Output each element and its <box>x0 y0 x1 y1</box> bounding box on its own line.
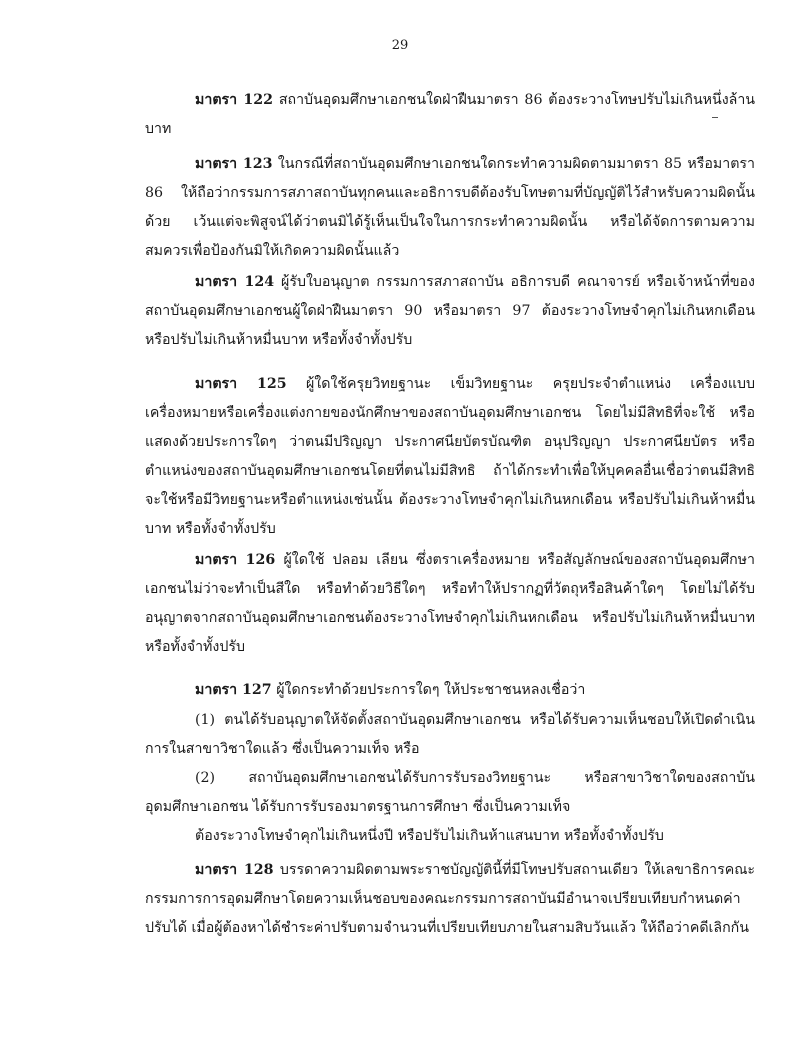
section-127-penalty: ต้องระวางโทษจำคุกไม่เกินหนึ่งปี หรือปรับไม่เกินห้าแสนบาท หรือทั้งจำทั้งปรับ <box>195 828 664 844</box>
section-127-item-2: (2) สถาบันอุดมศึกษาเอกชนได้รับการรับรองวิทยฐานะ หรือสาขาวิชาใดของสถาบันอุดมศึกษาเอกชน ได้รับการรับรองมาตรฐานการศึกษา ซึ่งเป็นความเท็จ <box>145 770 755 815</box>
page-number: 29 <box>391 38 409 53</box>
section-126 <box>145 546 755 662</box>
section-text: ในกรณีที่สถาบันอุดมศึกษาเอกชนใดกระทำความผิดตามมาตรา 85 หรือมาตรา 86 ให้ถือว่ากรรมการสภาสถาบันทุกคนและอธิการบดีต้องรับโทษตามที่บัญญัติไว้สำหรับความผิดนั้นด้วย เว้นแต่จะพิสูจน์ได้ว่าตนมิได้รู้เห็นเป็นใจในการกระทำความผิดนั้น หรือได้จัดการตามความสมควรเพื่อป้องกันมิให้เกิดความผิดนั้นแล้ว <box>145 156 755 259</box>
section-text: ผู้รับใบอนุญาต กรรมการสภาสถาบัน อธิการบดี คณาจารย์ หรือเจ้าหน้าที่ของสถาบันอุดมศึกษาเอกชนผู้ใดฝ่าฝืนมาตรา 90 หรือมาตรา 97 ต้องระวางโทษจำคุกไม่เกินหกเดือน หรือปรับไม่เกินห้าหมื่นบาท หรือทั้งจำทั้งปรับ <box>145 274 755 348</box>
section-number: มาตรา 125 <box>195 376 287 392</box>
section-text: ผู้ใดใช้ครุยวิทยฐานะ เข็มวิทยฐานะ ครุยประจำตำแหน่ง เครื่องแบบ เครื่องหมายหรือเครื่องแต่งกายของนักศึกษาของสถาบันอุดมศึกษาเอกชน โดยไม่มีสิทธิที่จะใช้ หรือแสดงด้วยประการใดๆ ว่าตนมีปริญญา ประกาศนียบัตรบัณฑิต อนุปริญญา ประกาศนียบัตร หรือตำแหน่งของสถาบันอุดมศึกษาเอกชนโดยที่ตนไม่มีสิทธิ ถ้าได้กระทำเพื่อให้บุคคลอื่นเชื่อว่าตนมีสิทธิจะใช้หรือมีวิทยฐานะหรือตำแหน่งเช่นนั้น ต้องระวางโทษจำคุกไม่เกินหกเดือน หรือปรับไม่เกินห้าหมื่นบาท หรือทั้งจำทั้งปรับ <box>145 376 755 537</box>
section-122 <box>145 86 755 144</box>
section-number: มาตรา 124 <box>195 274 275 290</box>
section-127 <box>145 676 755 705</box>
section-125 <box>145 370 755 544</box>
section-text: ผู้ใดใช้ ปลอม เลียน ซึ่งตราเครื่องหมาย หรือสัญลักษณ์ของสถาบันอุดมศึกษาเอกชนไม่ว่าจะทำเป็นสีใด หรือทำด้วยวิธีใดๆ หรือทำให้ปรากฏที่วัตถุหรือสินค้าใดๆ โดยไม่ได้รับอนุญาตจากสถาบันอุดมศึกษาเอกชนต้องระวางโทษจำคุกไม่เกินหกเดือน หรือปรับไม่เกินห้าหมื่นบาท หรือทั้งจำทั้งปรับ <box>145 552 755 655</box>
section-128 <box>145 856 755 943</box>
section-text: ผู้ใดกระทำด้วยประการใดๆ ให้ประชาชนหลงเชื่อว่า <box>271 682 586 698</box>
section-127-item-1: (1) ตนได้รับอนุญาตให้จัดตั้งสถาบันอุดมศึกษาเอกชน หรือได้รับความเห็นชอบให้เปิดดำเนินการในสาขาวิชาใดแล้ว ซึ่งเป็นความเท็จ หรือ <box>145 712 755 757</box>
section-123 <box>145 150 755 266</box>
section-text: สถาบันอุดมศึกษาเอกชนใดฝ่าฝืนมาตรา 86 ต้องระวางโทษปรับไม่เกินหนึ่งล้านบาท <box>145 92 755 137</box>
section-number: มาตรา 122 <box>195 92 273 108</box>
section-number: มาตรา 126 <box>195 552 276 568</box>
section-number: มาตรา 128 <box>195 862 274 878</box>
scan-speck <box>712 117 718 118</box>
section-text: บรรดาความผิดตามพระราชบัญญัตินี้ที่มีโทษปรับสถานเดียว ให้เลขาธิการคณะกรรมการการอุดมศึกษาโดยความเห็นชอบของคณะกรรมการสถาบันมีอำนาจเปรียบเทียบกำหนดค่าปรับได้ เมื่อผู้ต้องหาได้ชำระค่าปรับตามจำนวนที่เปรียบเทียบภายในสามสิบวันแล้ว ให้ถือว่าคดีเลิกกัน <box>145 862 755 936</box>
section-number: มาตรา 123 <box>195 156 273 172</box>
section-number: มาตรา 127 <box>195 682 272 698</box>
section-124 <box>145 268 755 355</box>
